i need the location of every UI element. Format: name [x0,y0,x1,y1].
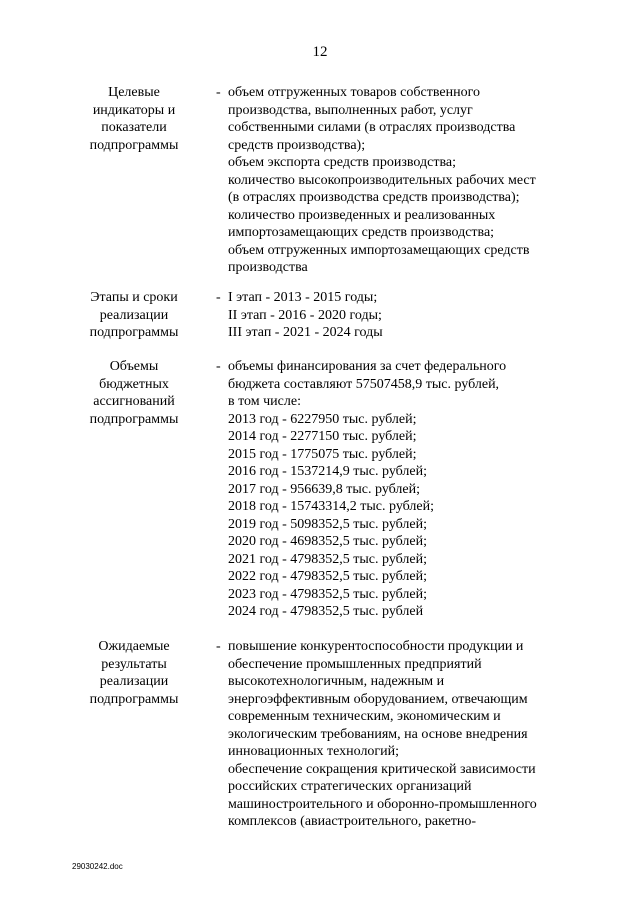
list-dash: - [216,85,221,100]
section-label: Целевые индикаторы и показатели подпрограммы [89,85,179,153]
list-dash: - [216,359,221,374]
section-label: Этапы и сроки реализации подпрограммы [89,290,179,340]
list-dash: - [216,290,221,305]
section-label: Объемы бюджетных ассигнований подпрограммы [89,359,179,427]
section-content: повышение конкурентоспособности продукции и обеспечение промышленных предприятий высокотехнологичным, надежным и энергоэффективным оборудованием, отвечающим современным техническим, экономическим и экологическим требованиям, на основе внедрения инновационных технологий; обеспечение сокращения критической зависимости российских стратегических организаций машиностроительного и оборонно-промышленного комплексов (авиастроительного, ракетно- [228,639,537,829]
footer-filename: 29030242.doc [72,862,123,871]
section-label: Ожидаемые результаты реализации подпрограммы [89,639,179,707]
section-content: I этап - 2013 - 2015 годы; II этап - 2016 - 2020 годы; III этап - 2021 - 2024 годы [228,290,383,340]
page-number: 12 [312,44,328,60]
section-content: объемы финансирования за счет федерального бюджета составляют 57507458,9 тыс. рублей, в том числе: 2013 год - 6227950 тыс. рублей; 2014 год - 2277150 тыс. рублей; 2015 год - 1775075 тыс. рублей; 2016 год - 1537214,9 тыс. рублей; 2017 год - 956639,8 тыс. рублей; 2018 год - 15743314,2 тыс. рублей; 2019 год - 5098352,5 тыс. рублей; 2020 год - 4698352,5 тыс. рублей; 2021 год - 4798352,5 тыс. рублей; 2022 год - 4798352,5 тыс. рублей; 2023 год - 4798352,5 тыс. рублей; 2024 год - 4798352,5 тыс. рублей [228,359,507,619]
list-dash: - [216,639,221,654]
section-content: объем отгруженных товаров собственного производства, выполненных работ, услуг собственными силами (в отраслях производства средств производства); объем экспорта средств производства; количество высокопроизводительных рабочих мест (в отраслях производства средств производства); количество произведенных и реализованных импортозамещающих средств производства; объем отгруженных импортозамещающих средств производства [228,85,536,275]
